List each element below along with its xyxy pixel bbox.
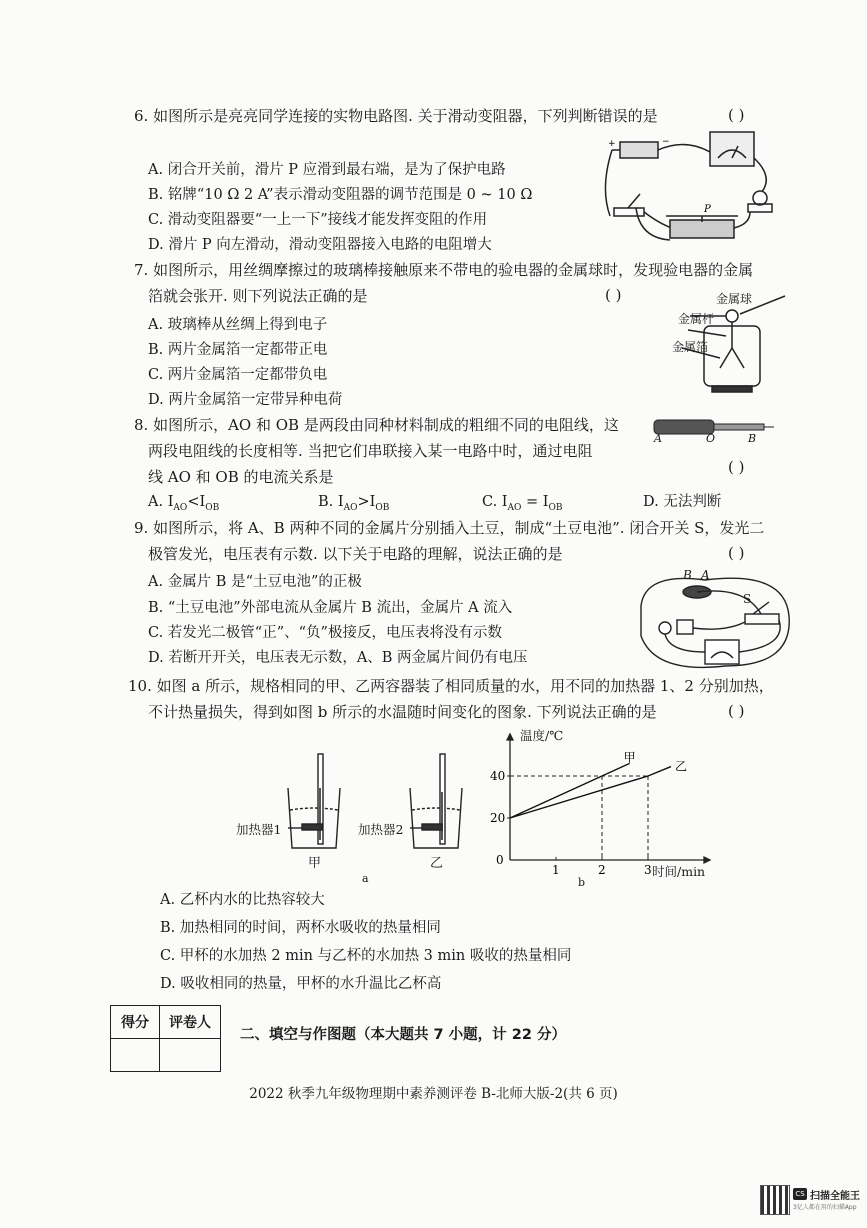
q9-answer-blank: ( ) <box>728 544 745 562</box>
q10-stem-line1: 10. 如图 a 所示，规格相同的甲、乙两容器装了相同质量的水，用不同的加热器 1、2 分别加热， <box>128 677 774 695</box>
q10-option-d: D. 吸收相同的热量，甲杯的水升温比乙杯高 <box>160 976 442 992</box>
svg-text:−: − <box>662 137 670 147</box>
q6-option-d: D. 滑片 P 向左滑动，滑动变阻器接入电路的电阻增大 <box>148 237 492 253</box>
q8-option-d: D. 无法判断 <box>643 494 722 510</box>
q9-option-b: B. “土豆电池”外部电流从金属片 B 流出，金属片 A 流入 <box>148 600 513 616</box>
chart-xtick-label-0: 1 <box>552 863 560 876</box>
q6-stem: 6. 如图所示是亮亮同学连接的实物电路图. 关于滑动变阻器，下列判断错误的是 <box>134 107 658 125</box>
q8-option-c: C. $I_{AO} = I_{OB}$ <box>482 494 563 513</box>
q7-electroscope-figure <box>660 286 800 406</box>
chart-series-label-0: 甲 <box>623 750 636 765</box>
chart-x-label: 时间/min <box>652 864 706 879</box>
q7-stem-line1: 7. 如图所示，用丝绸摩擦过的玻璃棒接触原来不带电的验电器的金属球时，发现验电器的金属 <box>134 261 754 279</box>
svg-text:P: P <box>704 204 711 215</box>
q7-label-metal-ball: 金属球 <box>716 292 753 306</box>
q10-label-cup-yi: 乙 <box>430 856 444 871</box>
grader-header: 评卷人 <box>160 1006 221 1039</box>
q9-stem-line1: 9. 如图所示，将 A、B 两种不同的金属片分别插入土豆，制成“土豆电池”. 闭合开关 S，发光二 <box>134 519 765 537</box>
svg-text:+: + <box>608 139 616 149</box>
q8-label-o: O <box>706 432 716 445</box>
page-footer: 2022 秋季九年级物理期中素养测评卷 B-北师大版-2(共 6 页) <box>249 1086 618 1102</box>
cs-logo-icon: CS <box>793 1188 807 1200</box>
q10-label-heater1: 加热器1 <box>236 822 282 837</box>
q9-label-s: S <box>743 592 752 606</box>
chart-series-label-1: 乙 <box>675 759 688 774</box>
chart-origin-label: 0 <box>496 853 504 867</box>
chart-xtick-label-2: 3 <box>644 863 652 876</box>
q10-label-cup-jia: 甲 <box>308 856 322 871</box>
q8-answer-blank: ( ) <box>728 458 745 476</box>
scanner-watermark <box>760 1185 860 1215</box>
watermark-subtitle: 3亿人都在用的扫描App <box>793 1204 857 1211</box>
q10-caption-a: a <box>362 872 369 885</box>
chart-series-line-1 <box>510 767 671 818</box>
q9-option-a: A. 金属片 B 是“土豆电池”的正极 <box>148 574 362 590</box>
q9-label-a: A <box>701 568 710 582</box>
q7-answer-blank: ( ) <box>605 286 622 304</box>
q8-label-b: B <box>748 432 757 445</box>
score-header: 得分 <box>111 1006 160 1039</box>
q8-option-a: A. $I_{AO}<I_{OB}$ <box>148 494 220 513</box>
section-title: 二、填空与作图题（本大题共 7 小题，计 22 分） <box>240 1027 566 1043</box>
chart-y-label: 温度/℃ <box>520 728 564 743</box>
q6-option-b: B. 铭牌“10 Ω 2 A”表示滑动变阻器的调节范围是 0 ~ 10 Ω <box>148 187 533 203</box>
q9-stem-line2: 极管发光，电压表有示数. 以下关于电路的理解，说法正确的是 <box>148 545 563 563</box>
q6-circuit-figure <box>600 128 790 248</box>
chart-xtick-label-1: 2 <box>598 863 606 876</box>
q9-option-c: C. 若发光二极管“正”、“负”极接反，电压表将没有示数 <box>148 625 502 641</box>
q10-option-b: B. 加热相同的时间，两杯水吸收的热量相同 <box>160 920 441 936</box>
q8-wire-figure <box>648 414 778 454</box>
score-cell[interactable] <box>111 1039 160 1072</box>
temperature-time-chart <box>488 726 728 876</box>
q10-answer-blank: ( ) <box>728 702 745 720</box>
q7-label-metal-foil: 金属箔 <box>672 340 709 354</box>
q7-option-d: D. 两片金属箔一定带异种电荷 <box>148 392 343 408</box>
q10-stem-line2: 不计热量损失，得到如图 b 所示的水温随时间变化的图象. 下列说法正确的是 <box>148 703 657 721</box>
q7-stem-line2: 箔就会张开. 则下列说法正确的是 <box>148 287 368 305</box>
q7-option-a: A. 玻璃棒从丝绸上得到电子 <box>148 317 328 333</box>
qr-code-icon <box>760 1185 790 1215</box>
q6-answer-blank: ( ) <box>728 106 745 124</box>
q7-option-c: C. 两片金属箔一定都带负电 <box>148 367 328 383</box>
q10-figure-a <box>232 748 472 888</box>
q9-potato-battery-figure <box>635 566 795 676</box>
q8-stem-line1: 8. 如图所示，AO 和 OB 是两段由同种材料制成的粗细不同的电阻线，这 <box>134 416 619 434</box>
watermark-title: 扫描全能王 <box>810 1191 860 1202</box>
q10-option-a: A. 乙杯内水的比热容较大 <box>160 892 325 908</box>
q9-option-d: D. 若断开开关，电压表无示数，A、B 两金属片间仍有电压 <box>148 650 528 666</box>
q10-label-heater2: 加热器2 <box>358 822 404 837</box>
chart-ytick-label-1: 40 <box>490 769 506 783</box>
score-table <box>110 1005 221 1072</box>
q8-label-a: A <box>654 432 662 445</box>
q8-stem-line2: 两段电阻线的长度相等. 当把它们串联接入某一电路中时，通过电阻 <box>148 442 593 460</box>
q8-option-b: B. $I_{AO}>I_{OB}$ <box>318 494 390 513</box>
q7-option-b: B. 两片金属箔一定都带正电 <box>148 342 328 358</box>
q6-option-c: C. 滑动变阻器要“一上一下”接线才能发挥变阻的作用 <box>148 212 488 228</box>
q8-stem-line3: 线 AO 和 OB 的电流关系是 <box>148 468 334 486</box>
chart-caption-b: b <box>578 876 586 889</box>
q7-label-metal-rod: 金属杆 <box>678 312 715 326</box>
q10-option-c: C. 甲杯的水加热 2 min 与乙杯的水加热 3 min 吸收的热量相同 <box>160 948 572 964</box>
q10-figure-b-chart <box>488 726 728 892</box>
grader-cell[interactable] <box>160 1039 221 1072</box>
chart-series-line-0 <box>510 763 630 818</box>
chart-ytick-label-0: 20 <box>490 811 506 825</box>
q6-option-a: A. 闭合开关前，滑片 P 应滑到最右端，是为了保护电路 <box>148 162 506 178</box>
q9-label-b: B <box>683 568 692 582</box>
